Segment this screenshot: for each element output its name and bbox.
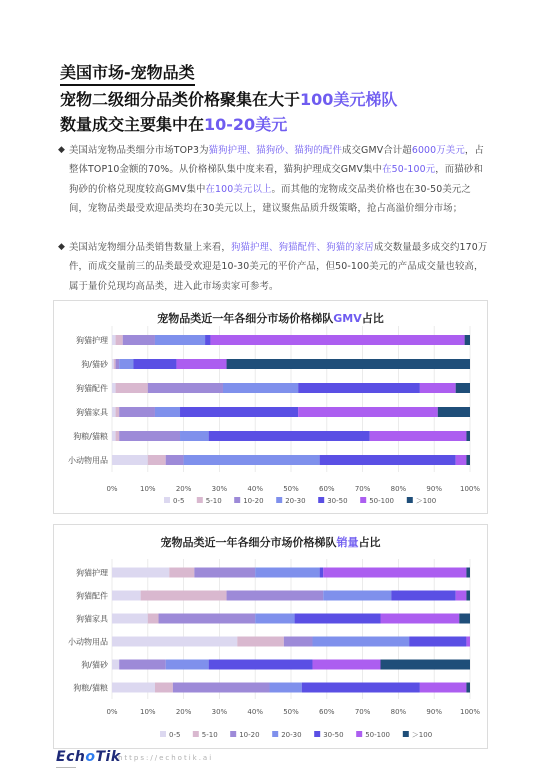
legend-label: 30-50 bbox=[323, 731, 344, 739]
category-label: 狗猫配件 bbox=[76, 591, 108, 601]
bar-segment bbox=[194, 568, 255, 578]
legend-swatch bbox=[407, 497, 413, 503]
bar-segment bbox=[112, 359, 114, 369]
x-tick-label: 100% bbox=[459, 708, 481, 716]
category-label: 小动物用品 bbox=[68, 637, 108, 647]
legend-label: 5-10 bbox=[205, 497, 222, 505]
chart-title-text: 宠物品类近一年各细分市场价格梯队 bbox=[160, 536, 337, 549]
legend-swatch bbox=[272, 731, 278, 737]
bar-segment bbox=[148, 614, 159, 624]
diamond-bullet-icon: ◆ bbox=[58, 242, 66, 252]
subtitle-line-2 bbox=[60, 114, 287, 136]
bar-segment bbox=[119, 359, 133, 369]
bar-segment bbox=[298, 383, 420, 393]
subtitle-1-highlight: 100美元梯队 bbox=[300, 90, 398, 109]
bar-segment bbox=[112, 614, 148, 624]
x-tick-label: 90% bbox=[426, 708, 442, 716]
bar-segment bbox=[184, 455, 320, 465]
category-label: 狗粮/猫粮 bbox=[73, 432, 108, 441]
subtitle-2-highlight: 10-20美元 bbox=[204, 115, 288, 134]
bar-segment bbox=[119, 407, 155, 417]
bar-segment bbox=[112, 335, 116, 345]
bar-segment bbox=[255, 568, 319, 578]
legend-swatch bbox=[197, 497, 203, 503]
sales-chart-panel bbox=[53, 524, 488, 749]
category-label: 狗猫配件 bbox=[76, 384, 108, 393]
x-tick-label: 60% bbox=[319, 708, 335, 716]
bar-segment bbox=[227, 591, 324, 601]
bullet-text bbox=[58, 238, 488, 296]
chart-title-text: 占比 bbox=[358, 536, 381, 549]
bar-segment bbox=[466, 637, 470, 647]
bar-segment bbox=[180, 407, 298, 417]
legend-label: 0-5 bbox=[173, 497, 185, 505]
x-tick-label: 50% bbox=[283, 708, 299, 716]
text-segment: 。而其他的宠物成交品类价格也在30-50美元之间，宠物品类最受欢迎品类均在30美元以上，建议聚焦品质升级策略，抢占高溢价细分市场； bbox=[69, 183, 471, 215]
page-title: 美国市场-宠物品类 bbox=[60, 63, 195, 86]
bar-segment bbox=[112, 637, 237, 647]
legend-swatch bbox=[164, 497, 170, 503]
subtitle-line-1 bbox=[60, 89, 397, 111]
subtitle-2-text: 数量成交主要集中在 bbox=[60, 115, 205, 134]
bar-segment bbox=[112, 383, 116, 393]
bar-segment bbox=[119, 431, 180, 441]
legend-swatch bbox=[160, 731, 166, 737]
bar-segment bbox=[209, 660, 313, 670]
diamond-bullet-icon: ◆ bbox=[58, 145, 66, 155]
sales-chart-svg bbox=[54, 525, 487, 748]
x-tick-label: 20% bbox=[175, 708, 192, 716]
bar-segment bbox=[166, 660, 209, 670]
gmv-chart-svg bbox=[54, 301, 487, 513]
chart-title-highlight: GMV bbox=[333, 312, 362, 325]
bar-segment bbox=[302, 683, 420, 693]
bar-segment bbox=[466, 591, 470, 601]
legend-swatch bbox=[318, 497, 324, 503]
text-segment: 美国站宠物品类细分市场TOP3为 bbox=[69, 145, 209, 156]
text-segment: 成交GMV合计超 bbox=[341, 145, 412, 156]
bar-segment bbox=[270, 683, 302, 693]
legend-label: ＞100 bbox=[411, 731, 433, 739]
bar-segment bbox=[180, 431, 209, 441]
text-segment: ，而猫砂和狗砂的价格兑现度较高GMV集中 bbox=[69, 164, 483, 195]
category-label: 狗猫护理 bbox=[76, 568, 108, 578]
x-tick-label: 80% bbox=[390, 708, 407, 716]
bar-segment bbox=[210, 335, 464, 345]
category-label: 狗猫护理 bbox=[76, 336, 108, 345]
legend-swatch bbox=[193, 731, 199, 737]
bar-segment bbox=[155, 683, 173, 693]
bar-segment bbox=[298, 407, 438, 417]
bar-segment bbox=[116, 407, 120, 417]
category-label: 狗/猫砂 bbox=[81, 360, 108, 369]
bar-segment bbox=[112, 455, 148, 465]
legend-swatch bbox=[314, 731, 320, 737]
bar-segment bbox=[112, 683, 155, 693]
bar-segment bbox=[119, 660, 166, 670]
bar-segment bbox=[237, 637, 284, 647]
category-label: 狗/猫砂 bbox=[81, 660, 108, 670]
bar-segment bbox=[456, 455, 467, 465]
x-tick-label: 30% bbox=[211, 485, 228, 493]
category-label: 狗猫家具 bbox=[76, 614, 108, 624]
bar-segment bbox=[295, 614, 381, 624]
bar-segment bbox=[466, 683, 470, 693]
legend-label: ＞100 bbox=[415, 497, 437, 505]
legend-swatch bbox=[356, 731, 362, 737]
bar-segment bbox=[438, 407, 470, 417]
bar-segment bbox=[320, 455, 456, 465]
text-highlight: 在50-100元 bbox=[382, 164, 436, 176]
legend-label: 20-30 bbox=[285, 497, 306, 505]
legend-label: 0-5 bbox=[169, 731, 181, 739]
bar-segment bbox=[466, 431, 470, 441]
x-tick-label: 10% bbox=[140, 708, 156, 716]
legend-swatch bbox=[360, 497, 366, 503]
text-highlight: 在100美元以上 bbox=[205, 183, 272, 195]
x-tick-label: 0% bbox=[106, 708, 118, 716]
legend-swatch bbox=[234, 497, 240, 503]
bar-segment bbox=[381, 660, 471, 670]
x-tick-label: 40% bbox=[247, 485, 263, 493]
subtitle-1-text: 宠物二级细分品类价格聚集在大于 bbox=[60, 90, 301, 109]
bullet-text bbox=[58, 141, 488, 219]
bar-segment bbox=[133, 359, 176, 369]
x-tick-label: 80% bbox=[390, 485, 407, 493]
bar-segment bbox=[148, 455, 166, 465]
bar-segment bbox=[323, 591, 391, 601]
bar-segment bbox=[169, 568, 194, 578]
bar-segment bbox=[166, 455, 184, 465]
bar-segment bbox=[456, 591, 467, 601]
bar-segment bbox=[284, 637, 313, 647]
bar-segment bbox=[159, 614, 256, 624]
text-highlight: 猫狗护理、猫狗砂、猫狗的配件 bbox=[208, 145, 342, 156]
category-label: 小动物用品 bbox=[68, 456, 108, 465]
legend-label: 5-10 bbox=[201, 731, 218, 739]
legend-swatch bbox=[230, 731, 236, 737]
bullet-paragraph-2 bbox=[58, 238, 488, 296]
bar-segment bbox=[312, 637, 409, 647]
bar-segment bbox=[116, 383, 148, 393]
category-label: 狗猫家具 bbox=[76, 408, 108, 417]
x-tick-label: 20% bbox=[175, 485, 192, 493]
legend-label: 50-100 bbox=[365, 731, 390, 739]
bar-segment bbox=[112, 660, 119, 670]
bar-segment bbox=[205, 335, 210, 345]
x-tick-label: 0% bbox=[106, 485, 118, 493]
x-tick-label: 40% bbox=[247, 708, 263, 716]
bar-segment bbox=[148, 383, 223, 393]
logo-text: Tik bbox=[95, 749, 121, 765]
bar-segment bbox=[391, 591, 455, 601]
bar-segment bbox=[420, 383, 456, 393]
text-segment: 美国站宠物细分品类销售数量上来看， bbox=[69, 242, 231, 253]
bar-segment bbox=[155, 335, 205, 345]
gmv-chart-panel bbox=[53, 300, 488, 514]
text-segment: 成交数量最多成交约170万件，而成交量前三的品类最受欢迎是10-30美元的平价产品，但50-100美元的产品成交量也较高，属于量价兑现均高品类，进入此市场卖家可参考。 bbox=[69, 242, 488, 292]
text-highlight: 6000万美元 bbox=[411, 145, 465, 156]
x-tick-label: 50% bbox=[283, 485, 299, 493]
bar-segment bbox=[173, 683, 270, 693]
legend-label: 20-30 bbox=[281, 731, 302, 739]
bar-segment bbox=[223, 383, 298, 393]
bar-segment bbox=[312, 660, 380, 670]
bullet-paragraph-1 bbox=[58, 141, 488, 219]
text-highlight: 狗猫护理、狗猫配件、狗猫的家居 bbox=[230, 242, 374, 253]
text-segment: ，占整体TOP10金额的70%。从价格梯队集中度来看，猫狗护理成交GMV集中 bbox=[69, 145, 484, 176]
bar-segment bbox=[155, 407, 180, 417]
bar-segment bbox=[116, 359, 120, 369]
legend-label: 50-100 bbox=[369, 497, 394, 505]
x-tick-label: 10% bbox=[140, 485, 156, 493]
bar-segment bbox=[466, 568, 470, 578]
bar-segment bbox=[320, 568, 324, 578]
bar-segment bbox=[323, 568, 466, 578]
legend-label: 30-50 bbox=[327, 497, 348, 505]
bar-segment bbox=[141, 591, 227, 601]
bar-segment bbox=[116, 335, 123, 345]
legend-label: 10-20 bbox=[243, 497, 264, 505]
bar-segment bbox=[112, 591, 141, 601]
bar-segment bbox=[209, 431, 370, 441]
bar-segment bbox=[459, 614, 470, 624]
logo-text: Ech bbox=[56, 749, 86, 765]
echotik-logo bbox=[56, 749, 121, 765]
bar-segment bbox=[466, 455, 470, 465]
x-tick-label: 70% bbox=[354, 708, 371, 716]
bar-segment bbox=[116, 431, 120, 441]
x-tick-label: 100% bbox=[459, 485, 481, 493]
chart-title-highlight: 销量 bbox=[336, 536, 359, 549]
logo-underline bbox=[56, 767, 76, 768]
logo-text: o bbox=[85, 749, 96, 765]
bar-segment bbox=[112, 407, 116, 417]
bar-segment bbox=[456, 383, 470, 393]
bar-segment bbox=[176, 359, 226, 369]
category-label: 狗粮/猫粮 bbox=[73, 683, 108, 693]
bar-segment bbox=[112, 431, 116, 441]
chart-title-text: 宠物品类近一年各细分市场价格梯队 bbox=[157, 312, 334, 325]
chart-title-text: 占比 bbox=[361, 312, 384, 325]
bar-segment bbox=[465, 335, 470, 345]
x-tick-label: 30% bbox=[211, 708, 228, 716]
bar-segment bbox=[255, 614, 294, 624]
legend-label: 10-20 bbox=[239, 731, 260, 739]
x-tick-label: 60% bbox=[319, 485, 335, 493]
bar-segment bbox=[381, 614, 460, 624]
bar-segment bbox=[409, 637, 466, 647]
legend-swatch bbox=[403, 731, 409, 737]
bar-segment bbox=[227, 359, 470, 369]
footer-url[interactable]: https://echotik.ai bbox=[118, 754, 214, 762]
bar-segment bbox=[123, 335, 155, 345]
x-tick-label: 90% bbox=[426, 485, 442, 493]
legend-swatch bbox=[276, 497, 282, 503]
x-tick-label: 70% bbox=[354, 485, 371, 493]
bar-segment bbox=[370, 431, 467, 441]
bar-segment bbox=[114, 359, 116, 369]
bar-segment bbox=[420, 683, 467, 693]
bar-segment bbox=[112, 568, 169, 578]
